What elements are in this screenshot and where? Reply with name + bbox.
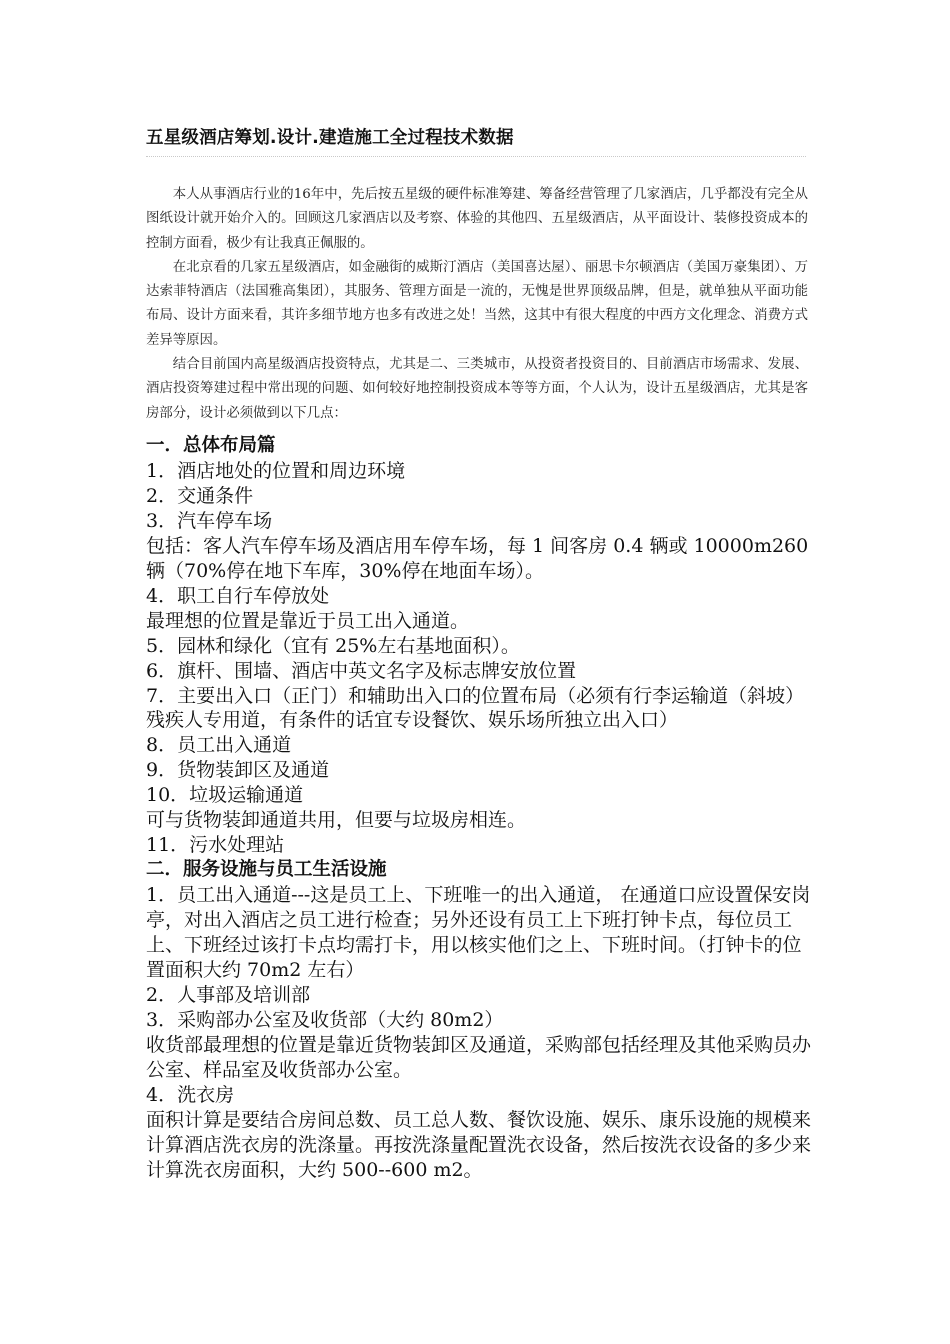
body-line: 收货部最理想的位置是靠近货物装卸区及通道，采购部包括经理及其他采购员办公室、样品室及收货部办公室。 — [146, 1033, 812, 1081]
body-line: 2．交通条件 — [146, 484, 254, 507]
body-line: 面积计算是要结合房间总数、员工总人数、餐饮设施、娱乐、康乐设施的规模来计算酒店洗衣房的洗涤量。再按洗涤量配置洗衣设备，然后按洗衣设备的多少来计算洗衣房面积，大约 500--600 m2。 — [146, 1108, 812, 1181]
body-line: 1．酒店地处的位置和周边环境 — [146, 459, 406, 482]
body-line: 包括：客人汽车停车场及酒店用车停车场，每 1 间客房 0.4 辆或 10000m260 辆（70%停在地下车库，30%停在地面车场）。 — [146, 534, 809, 582]
body-line: 11．污水处理站 — [146, 834, 285, 857]
intro-paragraph: 结合目前国内高星级酒店投资特点，尤其是二、三类城市，从投资者投资目的、目前酒店市场需求、发展、酒店投资筹建过程中常出现的问题、如何较好地控制投资成本等等方面，个人认为，设计五星级酒店，尤其是客房部分，设计必须做到以下几点： — [146, 357, 808, 421]
body-line: 9．货物装卸区及通道 — [146, 759, 330, 782]
document-title: 五星级酒店筹划.设计.建造施工全过程技术数据 — [146, 128, 514, 148]
body-line: 4．职工自行车停放处 — [146, 584, 330, 607]
intro-paragraph: 本人从事酒店行业的16年中，先后按五星级的硬件标准筹建、筹备经营管理了几家酒店，几乎都没有完全从图纸设计就开始介入的。回顾这几家酒店以及考察、体验的其他四、五星级酒店，从平面设计、装修投资成本的控制方面看，极少有让我真正佩服的。 — [146, 187, 808, 251]
intro-section — [146, 183, 808, 426]
section-heading: 一．总体布局篇 — [146, 435, 276, 456]
body-line: 2．人事部及培训部 — [146, 983, 311, 1006]
body-line: 最理想的位置是靠近于员工出入通道。 — [146, 609, 470, 632]
body-line: 6．旗杆、围墙、酒店中英文名字及标志牌安放位置 — [146, 659, 577, 682]
body-line: 1．员工出入通道---这是员工上、下班唯一的出入通道， 在通道口应设置保安岗亭，对出入酒店之员工进行检查；另外还设有员工上下班打钟卡点，每位员工上、下班经过该打卡点均需打卡，用以核实他们之上、下班时间。（打钟卡的位置面积大约 70m2 左右） — [146, 884, 811, 982]
section-heading: 二．服务设施与员工生活设施 — [146, 859, 387, 881]
intro-paragraph: 在北京看的几家五星级酒店，如金融街的威斯汀酒店（美国喜达屋）、丽思卡尔顿酒店（美国万豪集团）、万达索菲特酒店（法国雅高集团），其服务、管理方面是一流的，无愧是世界顶级品牌，但是，就单独从平面功能布局、设计方面来看，其许多细节地方也多有改进之处！当然，这其中有很大程度的中西方文化理念、消费方式差异等原因。 — [146, 259, 808, 348]
body-section — [146, 434, 816, 1183]
body-line: 10．垃圾运输通道 — [146, 784, 304, 807]
body-line: 8．员工出入通道 — [146, 734, 292, 757]
body-line: 4．洗衣房 — [146, 1083, 235, 1106]
body-line: 7．主要出入口（正门）和辅助出入口的位置布局（必须有行李运输道（斜坡）残疾人专用道，有条件的话宜专设餐饮、娱乐场所独立出入口） — [146, 684, 805, 732]
title-divider — [146, 156, 806, 157]
body-line: 3．采购部办公室及收货部（大约 80m2） — [146, 1008, 504, 1031]
body-line: 可与货物装卸通道共用，但要与垃圾房相连。 — [146, 809, 527, 832]
body-line: 3．汽车停车场 — [146, 509, 273, 532]
body-line: 5．园林和绿化（宜有 25%左右基地面积）。 — [146, 634, 520, 657]
